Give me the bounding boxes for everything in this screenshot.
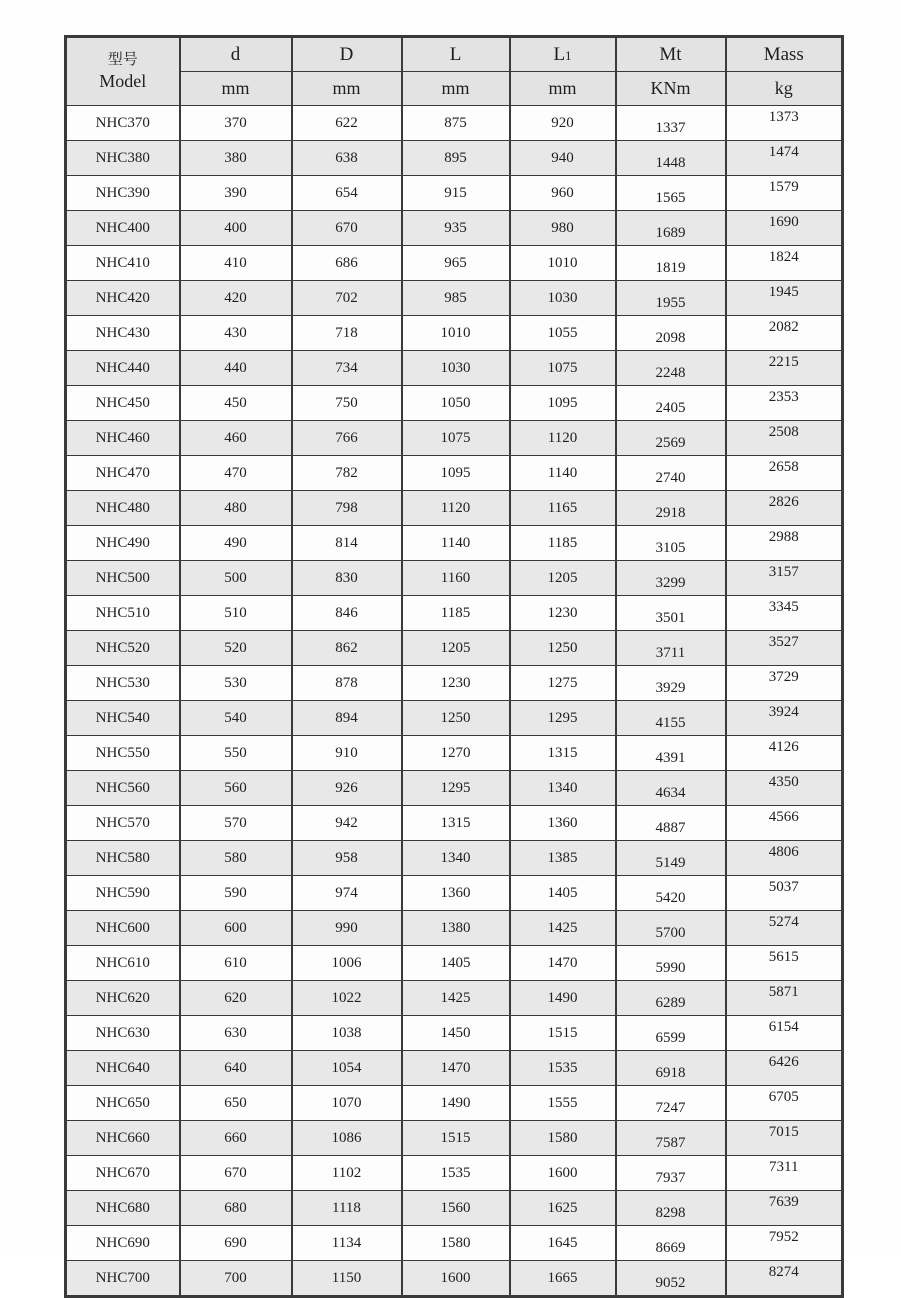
model-cell: NHC680 xyxy=(66,1191,180,1226)
cell-mass: 1373 xyxy=(726,106,843,141)
cell-mt: 3299 xyxy=(616,561,726,596)
cell-L1: 1230 xyxy=(510,596,616,631)
table-row xyxy=(66,701,843,736)
table-row xyxy=(66,946,843,981)
cell-L: 1560 xyxy=(402,1191,510,1226)
cell-mt: 2248 xyxy=(616,351,726,386)
table-row xyxy=(66,1226,843,1261)
model-cell: NHC380 xyxy=(66,141,180,176)
cell-mt: 1819 xyxy=(616,246,726,281)
cell-D: 1102 xyxy=(292,1156,402,1191)
cell-mass: 3924 xyxy=(726,701,843,736)
model-cell: NHC430 xyxy=(66,316,180,351)
cell-L: 1250 xyxy=(402,701,510,736)
cell-mt: 1689 xyxy=(616,211,726,246)
model-cell: NHC390 xyxy=(66,176,180,211)
cell-mt: 3105 xyxy=(616,526,726,561)
cell-L1: 1340 xyxy=(510,771,616,806)
cell-D: 894 xyxy=(292,701,402,736)
header-row-units xyxy=(66,72,843,106)
cell-d: 650 xyxy=(180,1086,292,1121)
table-row xyxy=(66,281,843,316)
cell-d: 550 xyxy=(180,736,292,771)
table-row xyxy=(66,456,843,491)
model-cell: NHC620 xyxy=(66,981,180,1016)
cell-L: 1140 xyxy=(402,526,510,561)
col-header-Mt: Mt xyxy=(616,37,726,72)
cell-D: 766 xyxy=(292,421,402,456)
cell-d: 440 xyxy=(180,351,292,386)
cell-L1: 1555 xyxy=(510,1086,616,1121)
cell-L1: 1030 xyxy=(510,281,616,316)
cell-D: 750 xyxy=(292,386,402,421)
cell-L1: 1295 xyxy=(510,701,616,736)
table-row xyxy=(66,386,843,421)
cell-D: 622 xyxy=(292,106,402,141)
model-cell: NHC600 xyxy=(66,911,180,946)
table-row xyxy=(66,526,843,561)
cell-mass: 5037 xyxy=(726,876,843,911)
cell-L1: 1075 xyxy=(510,351,616,386)
model-cell: NHC700 xyxy=(66,1261,180,1297)
table-row xyxy=(66,1261,843,1297)
cell-mt: 2918 xyxy=(616,491,726,526)
cell-d: 380 xyxy=(180,141,292,176)
cell-L1: 1580 xyxy=(510,1121,616,1156)
model-label-en: Model xyxy=(99,70,147,91)
cell-d: 690 xyxy=(180,1226,292,1261)
cell-mass: 1690 xyxy=(726,211,843,246)
table-row xyxy=(66,981,843,1016)
model-cell: NHC460 xyxy=(66,421,180,456)
cell-d: 480 xyxy=(180,491,292,526)
cell-L1: 1535 xyxy=(510,1051,616,1086)
table-row xyxy=(66,351,843,386)
cell-mt: 6289 xyxy=(616,981,726,1016)
cell-mass: 5871 xyxy=(726,981,843,1016)
cell-d: 510 xyxy=(180,596,292,631)
cell-L1: 1140 xyxy=(510,456,616,491)
cell-D: 846 xyxy=(292,596,402,631)
cell-mass: 4350 xyxy=(726,771,843,806)
model-cell: NHC470 xyxy=(66,456,180,491)
cell-mass: 7639 xyxy=(726,1191,843,1226)
table-row xyxy=(66,911,843,946)
cell-L: 1030 xyxy=(402,351,510,386)
cell-d: 560 xyxy=(180,771,292,806)
cell-D: 862 xyxy=(292,631,402,666)
col-unit-d: mm xyxy=(180,72,292,106)
cell-d: 370 xyxy=(180,106,292,141)
cell-L1: 940 xyxy=(510,141,616,176)
cell-L1: 1315 xyxy=(510,736,616,771)
model-cell: NHC450 xyxy=(66,386,180,421)
model-cell: NHC510 xyxy=(66,596,180,631)
cell-L1: 1250 xyxy=(510,631,616,666)
cell-L1: 1645 xyxy=(510,1226,616,1261)
model-cell: NHC610 xyxy=(66,946,180,981)
col-header-d: d xyxy=(180,37,292,72)
model-cell: NHC650 xyxy=(66,1086,180,1121)
cell-d: 600 xyxy=(180,911,292,946)
cell-D: 702 xyxy=(292,281,402,316)
cell-mass: 6705 xyxy=(726,1086,843,1121)
model-cell: NHC520 xyxy=(66,631,180,666)
table-row xyxy=(66,1156,843,1191)
cell-D: 1022 xyxy=(292,981,402,1016)
cell-L1: 1055 xyxy=(510,316,616,351)
cell-L: 1230 xyxy=(402,666,510,701)
cell-mass: 1579 xyxy=(726,176,843,211)
col-unit-L1: mm xyxy=(510,72,616,106)
cell-d: 700 xyxy=(180,1261,292,1297)
cell-L1: 1600 xyxy=(510,1156,616,1191)
table-row xyxy=(66,211,843,246)
cell-L1: 1360 xyxy=(510,806,616,841)
cell-mass: 4566 xyxy=(726,806,843,841)
cell-mt: 1337 xyxy=(616,106,726,141)
cell-L1: 1425 xyxy=(510,911,616,946)
cell-mass: 1945 xyxy=(726,281,843,316)
cell-mt: 4155 xyxy=(616,701,726,736)
cell-L1: 1515 xyxy=(510,1016,616,1051)
table-row xyxy=(66,666,843,701)
cell-L: 1160 xyxy=(402,561,510,596)
table-row xyxy=(66,491,843,526)
model-cell: NHC420 xyxy=(66,281,180,316)
cell-L: 1295 xyxy=(402,771,510,806)
cell-D: 1150 xyxy=(292,1261,402,1297)
table-row xyxy=(66,421,843,456)
cell-L: 1600 xyxy=(402,1261,510,1297)
cell-L: 1315 xyxy=(402,806,510,841)
col-unit-Mt: KNm xyxy=(616,72,726,106)
cell-mt: 2740 xyxy=(616,456,726,491)
col-header-L: L xyxy=(402,37,510,72)
model-cell: NHC560 xyxy=(66,771,180,806)
cell-mass: 2658 xyxy=(726,456,843,491)
cell-d: 420 xyxy=(180,281,292,316)
cell-L: 1470 xyxy=(402,1051,510,1086)
col-header-model xyxy=(66,37,180,106)
table-row xyxy=(66,841,843,876)
cell-mt: 4887 xyxy=(616,806,726,841)
cell-L: 1075 xyxy=(402,421,510,456)
cell-L1: 1010 xyxy=(510,246,616,281)
cell-L: 965 xyxy=(402,246,510,281)
cell-mass: 4126 xyxy=(726,736,843,771)
cell-D: 718 xyxy=(292,316,402,351)
col-unit-D: mm xyxy=(292,72,402,106)
cell-mt: 4391 xyxy=(616,736,726,771)
cell-L: 1450 xyxy=(402,1016,510,1051)
cell-d: 490 xyxy=(180,526,292,561)
cell-L1: 1275 xyxy=(510,666,616,701)
cell-mt: 4634 xyxy=(616,771,726,806)
cell-mass: 6154 xyxy=(726,1016,843,1051)
cell-mass: 4806 xyxy=(726,841,843,876)
cell-mt: 3501 xyxy=(616,596,726,631)
model-cell: NHC540 xyxy=(66,701,180,736)
cell-L1: 1120 xyxy=(510,421,616,456)
cell-L1: 1665 xyxy=(510,1261,616,1297)
cell-mt: 2098 xyxy=(616,316,726,351)
model-cell: NHC570 xyxy=(66,806,180,841)
cell-L1: 1095 xyxy=(510,386,616,421)
cell-L1: 960 xyxy=(510,176,616,211)
cell-D: 990 xyxy=(292,911,402,946)
model-cell: NHC640 xyxy=(66,1051,180,1086)
cell-d: 520 xyxy=(180,631,292,666)
cell-L: 1490 xyxy=(402,1086,510,1121)
cell-D: 878 xyxy=(292,666,402,701)
cell-d: 630 xyxy=(180,1016,292,1051)
cell-d: 580 xyxy=(180,841,292,876)
cell-mass: 3527 xyxy=(726,631,843,666)
cell-L: 1580 xyxy=(402,1226,510,1261)
cell-d: 500 xyxy=(180,561,292,596)
cell-L1: 1625 xyxy=(510,1191,616,1226)
cell-D: 1070 xyxy=(292,1086,402,1121)
cell-d: 450 xyxy=(180,386,292,421)
cell-d: 530 xyxy=(180,666,292,701)
cell-L: 1405 xyxy=(402,946,510,981)
cell-L: 915 xyxy=(402,176,510,211)
cell-mass: 2082 xyxy=(726,316,843,351)
cell-mass: 3345 xyxy=(726,596,843,631)
cell-d: 660 xyxy=(180,1121,292,1156)
cell-D: 670 xyxy=(292,211,402,246)
cell-L: 1380 xyxy=(402,911,510,946)
cell-D: 1134 xyxy=(292,1226,402,1261)
cell-L: 875 xyxy=(402,106,510,141)
cell-L: 1340 xyxy=(402,841,510,876)
table-row xyxy=(66,1121,843,1156)
cell-L1: 1205 xyxy=(510,561,616,596)
cell-mass: 3729 xyxy=(726,666,843,701)
cell-mt: 5700 xyxy=(616,911,726,946)
cell-L: 1360 xyxy=(402,876,510,911)
model-cell: NHC630 xyxy=(66,1016,180,1051)
cell-D: 830 xyxy=(292,561,402,596)
col-header-L1: L1 xyxy=(510,37,616,72)
table-row xyxy=(66,1086,843,1121)
table-row xyxy=(66,246,843,281)
cell-mt: 8669 xyxy=(616,1226,726,1261)
table-row xyxy=(66,736,843,771)
table-row xyxy=(66,806,843,841)
cell-D: 814 xyxy=(292,526,402,561)
cell-d: 390 xyxy=(180,176,292,211)
cell-L: 1425 xyxy=(402,981,510,1016)
cell-mass: 1824 xyxy=(726,246,843,281)
model-cell: NHC370 xyxy=(66,106,180,141)
model-cell: NHC500 xyxy=(66,561,180,596)
cell-D: 638 xyxy=(292,141,402,176)
cell-mt: 6918 xyxy=(616,1051,726,1086)
cell-d: 470 xyxy=(180,456,292,491)
cell-D: 1118 xyxy=(292,1191,402,1226)
table-row xyxy=(66,631,843,666)
cell-mt: 2405 xyxy=(616,386,726,421)
model-label-cn: 型号 xyxy=(107,51,138,68)
cell-D: 926 xyxy=(292,771,402,806)
cell-mass: 3157 xyxy=(726,561,843,596)
cell-mass: 7311 xyxy=(726,1156,843,1191)
cell-L: 1205 xyxy=(402,631,510,666)
model-cell: NHC530 xyxy=(66,666,180,701)
model-cell: NHC410 xyxy=(66,246,180,281)
cell-d: 410 xyxy=(180,246,292,281)
model-cell: NHC490 xyxy=(66,526,180,561)
table-body xyxy=(66,106,843,1297)
header-row-labels xyxy=(66,37,843,72)
model-cell: NHC400 xyxy=(66,211,180,246)
cell-d: 430 xyxy=(180,316,292,351)
cell-D: 1086 xyxy=(292,1121,402,1156)
cell-mt: 1448 xyxy=(616,141,726,176)
cell-D: 686 xyxy=(292,246,402,281)
coupling-spec-table xyxy=(64,35,844,1298)
model-cell: NHC480 xyxy=(66,491,180,526)
model-cell: NHC690 xyxy=(66,1226,180,1261)
cell-D: 1006 xyxy=(292,946,402,981)
cell-mt: 2569 xyxy=(616,421,726,456)
model-cell: NHC550 xyxy=(66,736,180,771)
table-row xyxy=(66,176,843,211)
cell-L: 1120 xyxy=(402,491,510,526)
cell-d: 570 xyxy=(180,806,292,841)
cell-mass: 2826 xyxy=(726,491,843,526)
cell-mass: 2353 xyxy=(726,386,843,421)
cell-mt: 5149 xyxy=(616,841,726,876)
model-cell: NHC660 xyxy=(66,1121,180,1156)
cell-mt: 3711 xyxy=(616,631,726,666)
cell-d: 460 xyxy=(180,421,292,456)
cell-d: 610 xyxy=(180,946,292,981)
cell-L: 1535 xyxy=(402,1156,510,1191)
cell-D: 654 xyxy=(292,176,402,211)
cell-L1: 1405 xyxy=(510,876,616,911)
cell-d: 400 xyxy=(180,211,292,246)
cell-d: 670 xyxy=(180,1156,292,1191)
cell-mass: 7952 xyxy=(726,1226,843,1261)
model-cell: NHC590 xyxy=(66,876,180,911)
cell-d: 620 xyxy=(180,981,292,1016)
cell-d: 640 xyxy=(180,1051,292,1086)
cell-mass: 8274 xyxy=(726,1261,843,1297)
cell-D: 942 xyxy=(292,806,402,841)
table-row xyxy=(66,771,843,806)
cell-L1: 1185 xyxy=(510,526,616,561)
model-cell: NHC670 xyxy=(66,1156,180,1191)
table-row xyxy=(66,561,843,596)
cell-D: 910 xyxy=(292,736,402,771)
cell-mass: 2215 xyxy=(726,351,843,386)
table-header xyxy=(66,37,843,106)
cell-mass: 2508 xyxy=(726,421,843,456)
cell-D: 1054 xyxy=(292,1051,402,1086)
cell-L1: 920 xyxy=(510,106,616,141)
cell-mt: 1955 xyxy=(616,281,726,316)
col-unit-L: mm xyxy=(402,72,510,106)
model-cell: NHC580 xyxy=(66,841,180,876)
cell-D: 798 xyxy=(292,491,402,526)
cell-mt: 7587 xyxy=(616,1121,726,1156)
cell-L1: 1490 xyxy=(510,981,616,1016)
cell-mass: 6426 xyxy=(726,1051,843,1086)
cell-mass: 5615 xyxy=(726,946,843,981)
cell-L: 895 xyxy=(402,141,510,176)
table-row xyxy=(66,1016,843,1051)
table-row xyxy=(66,876,843,911)
cell-D: 734 xyxy=(292,351,402,386)
cell-L: 1270 xyxy=(402,736,510,771)
cell-L: 985 xyxy=(402,281,510,316)
cell-mass: 5274 xyxy=(726,911,843,946)
cell-mt: 9052 xyxy=(616,1261,726,1297)
cell-D: 1038 xyxy=(292,1016,402,1051)
table-row xyxy=(66,106,843,141)
cell-L1: 1165 xyxy=(510,491,616,526)
cell-mt: 7937 xyxy=(616,1156,726,1191)
col-header-D: D xyxy=(292,37,402,72)
cell-mt: 6599 xyxy=(616,1016,726,1051)
cell-L: 1185 xyxy=(402,596,510,631)
col-header-L1-subscript: 1 xyxy=(565,47,572,63)
cell-d: 680 xyxy=(180,1191,292,1226)
model-cell: NHC440 xyxy=(66,351,180,386)
cell-mt: 3929 xyxy=(616,666,726,701)
cell-L1: 1385 xyxy=(510,841,616,876)
table-row xyxy=(66,596,843,631)
table-row xyxy=(66,1191,843,1226)
cell-L: 1515 xyxy=(402,1121,510,1156)
cell-L: 1010 xyxy=(402,316,510,351)
cell-mass: 1474 xyxy=(726,141,843,176)
cell-mt: 5990 xyxy=(616,946,726,981)
col-header-Mass: Mass xyxy=(726,37,843,72)
cell-mt: 7247 xyxy=(616,1086,726,1121)
col-unit-Mass: kg xyxy=(726,72,843,106)
cell-mt: 1565 xyxy=(616,176,726,211)
cell-d: 540 xyxy=(180,701,292,736)
cell-D: 782 xyxy=(292,456,402,491)
cell-L: 1050 xyxy=(402,386,510,421)
cell-L1: 1470 xyxy=(510,946,616,981)
cell-L: 1095 xyxy=(402,456,510,491)
cell-mt: 8298 xyxy=(616,1191,726,1226)
cell-L1: 980 xyxy=(510,211,616,246)
cell-mass: 2988 xyxy=(726,526,843,561)
cell-d: 590 xyxy=(180,876,292,911)
cell-D: 974 xyxy=(292,876,402,911)
table-row xyxy=(66,141,843,176)
cell-D: 958 xyxy=(292,841,402,876)
cell-L: 935 xyxy=(402,211,510,246)
table-row xyxy=(66,316,843,351)
table-row xyxy=(66,1051,843,1086)
cell-mt: 5420 xyxy=(616,876,726,911)
cell-mass: 7015 xyxy=(726,1121,843,1156)
